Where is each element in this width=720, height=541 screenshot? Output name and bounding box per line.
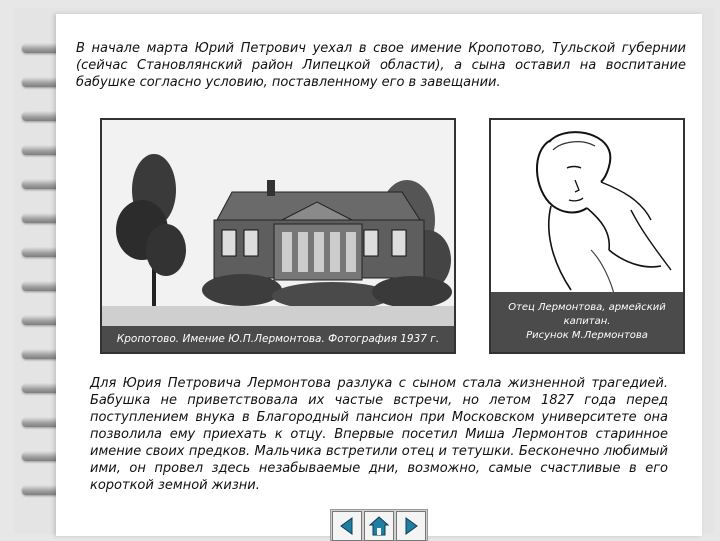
estate-photo	[100, 118, 456, 354]
home-button[interactable]	[364, 511, 394, 541]
portrait-caption-line1: Отец Лермонтова, армейский	[508, 302, 666, 313]
father-portrait	[489, 118, 685, 354]
next-button[interactable]	[396, 511, 426, 541]
portrait-caption-line3: Рисунок М.Лермонтова	[526, 330, 648, 341]
arrow-left-icon	[336, 515, 358, 537]
navigation-bar	[330, 509, 428, 541]
father-sketch-image	[491, 120, 683, 300]
intro-paragraph: В начале марта Юрий Петрович уехал в свое имение Кропотово, Тульской губернии (сейчас Становлянский район Липецкой области), а сына оставил на воспитание бабушке согласно условию, поставленному его в завещании.	[76, 41, 686, 90]
arrow-right-icon	[400, 515, 422, 537]
main-paragraph: Для Юрия Петровича Лермонтова разлука с сыном стала жизненной трагедией. Бабушка не приветствовала их частые встречи, но летом 1827 года перед поступлением внука в Благородный пансион при Московском университете она позволила ему приехать к отцу. Впервые посетил Миша Лермонтов старинное имение своих предков. Мальчика встретили отец и тетушки. Бесконечно любимый ими, он провел здесь незабываемые дни, возможно, самые счастливые в его короткой земной жизни.	[90, 376, 668, 493]
estate-house-image	[102, 120, 454, 352]
prev-button[interactable]	[332, 511, 362, 541]
photo-caption: Кропотово. Имение Ю.П.Лермонтова. Фотография 1937 г.	[102, 326, 454, 352]
home-icon	[368, 515, 390, 537]
portrait-caption-line2: капитан.	[563, 316, 611, 327]
portrait-caption	[491, 292, 683, 352]
